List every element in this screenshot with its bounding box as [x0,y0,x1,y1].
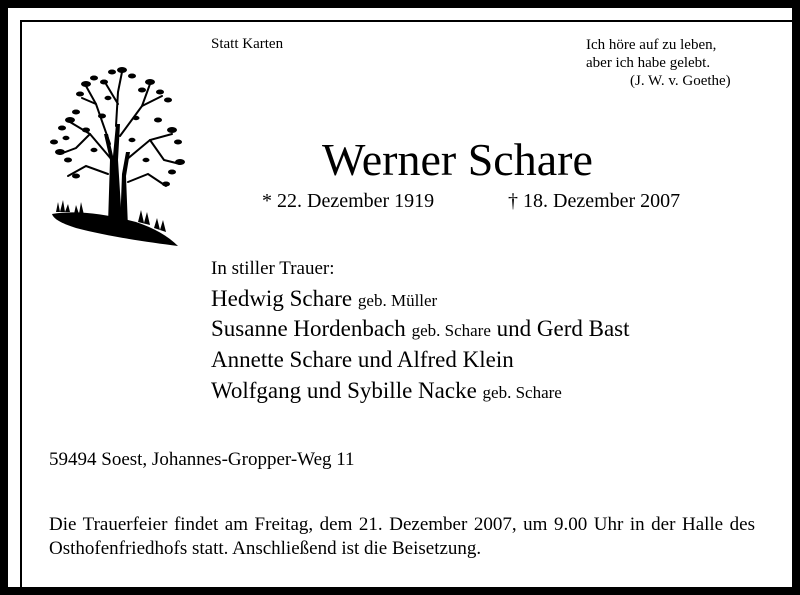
mourner-line-1 [211,286,437,312]
mourners-heading: In stiller Trauer: [211,258,335,279]
death-date: † 18. Dezember 2007 [508,190,681,212]
funeral-notice: Die Trauerfeier findet am Freitag, dem 21. Dezember 2007, um 9.00 Uhr in der Halle des Osthofenfriedhofs statt. Anschließend ist die Beisetzung. [49,514,755,559]
tree-icon [46,64,186,248]
maiden-name: geb. Schare [482,383,562,402]
mourner-line-3 [211,347,514,373]
mourner-line-2 [211,316,630,342]
family-address: 59494 Soest, Johannes-Gropper-Weg 11 [49,449,355,470]
statt-karten-label: Statt Karten [211,36,284,52]
goethe-quote [586,36,731,90]
mourner-name: Hedwig Schare [211,286,353,311]
birth-date: * 22. Dezember 1919 [262,190,435,212]
mourner-name: Susanne Hordenbach [211,316,406,341]
quote-line-2: aber ich habe gelebt. [586,55,711,71]
maiden-name: geb. Schare [411,321,491,340]
mourner-name: Wolfgang und Sybille Nacke [211,378,477,403]
deceased-name: Werner Schare [322,134,593,185]
quote-line-1: Ich höre auf zu leben, [586,37,717,53]
mourner-name: Annette Schare und Alfred Klein [211,347,514,372]
maiden-name: geb. Müller [357,291,438,310]
quote-author: (J. W. v. Goethe) [630,73,731,89]
mourner-partner: und Gerd Bast [496,316,630,341]
mourner-line-4 [211,378,562,404]
